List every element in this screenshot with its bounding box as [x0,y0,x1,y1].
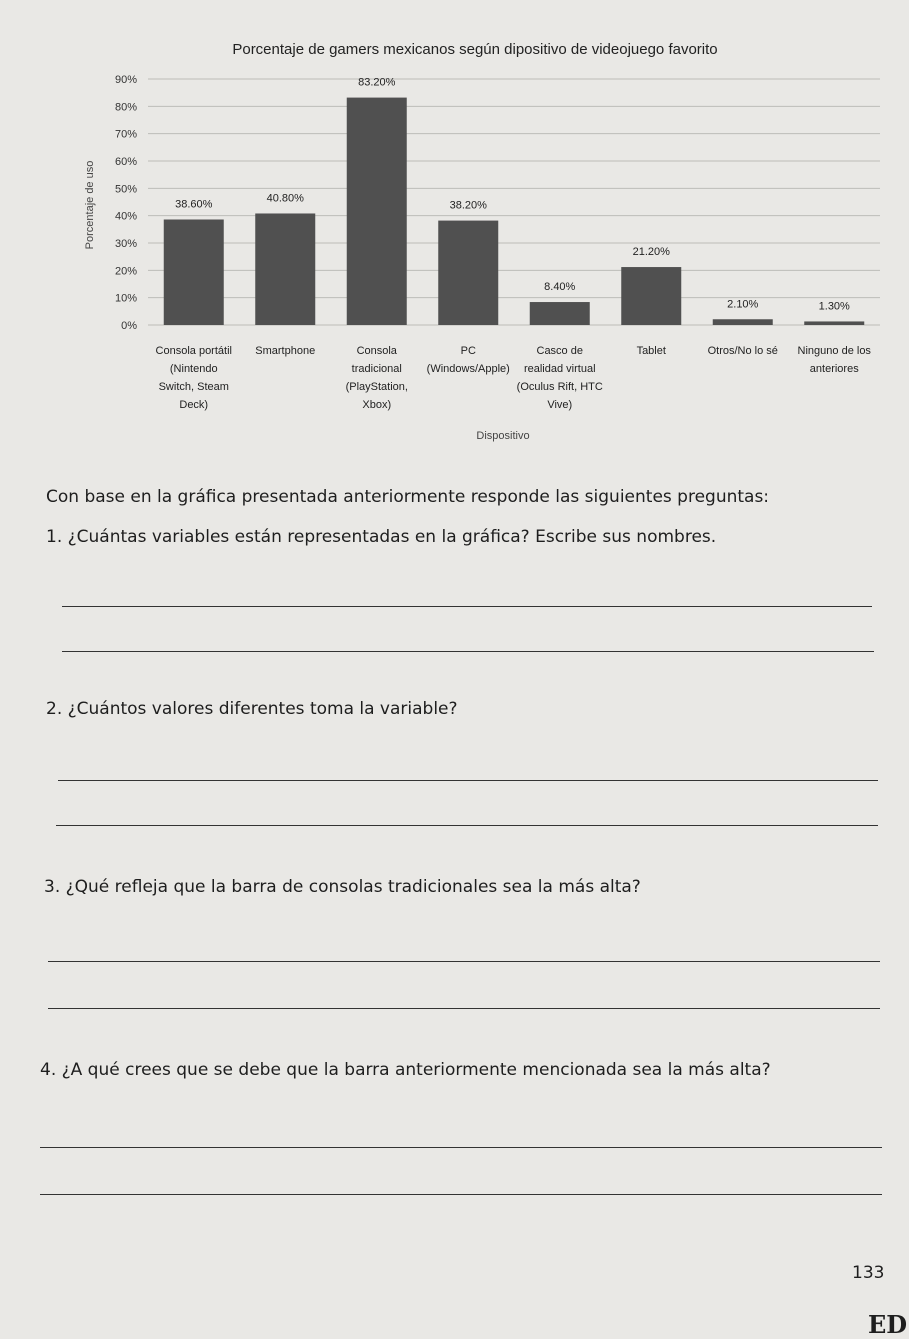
bar [164,219,224,325]
page-number: 133 [852,1263,885,1283]
instructions-text: Con base en la gráfica presentada anteriormente responde las siguientes preguntas: [46,487,770,507]
bar-chart [0,0,909,460]
question-3: 3. ¿Qué refleja que la barra de consolas tradicionales sea la más alta? [44,877,641,897]
category-label: (PlayStation, [345,381,408,393]
question-2: 2. ¿Cuántos valores diferentes toma la variable? [46,699,458,719]
y-tick-label: 80% [114,101,137,114]
y-tick-label: 30% [114,238,137,250]
category-label: (Windows/Apple) [426,363,510,375]
y-tick-label: 70% [114,128,137,141]
answer-line [40,1147,882,1148]
y-tick-label: 20% [114,265,137,278]
answer-line [62,606,872,607]
category-label: anteriores [809,363,859,375]
category-label: Tablet [636,345,666,357]
category-label: Consola [356,345,397,357]
category-label: Otros/No lo sé [707,345,778,357]
data-label: 8.40% [544,281,576,294]
y-axis-label: Porcentaje de uso [84,160,96,250]
category-label: tradicional [351,363,402,375]
question-1: 1. ¿Cuántas variables están representadas en la gráfica? Escribe sus nombres. [46,527,717,547]
chart-title: Porcentaje de gamers mexicanos según dipositivo de videojuego favorito [232,41,718,58]
category-label: Deck) [179,399,209,411]
y-tick-label: 50% [114,183,137,196]
bar [530,302,590,325]
category-label: PC [460,345,476,357]
answer-line [48,961,880,962]
chart-bars [164,77,865,325]
y-tick-label: 90% [114,74,137,86]
answer-line [40,1194,882,1195]
y-tick-label: 0% [121,320,137,332]
category-label: (Oculus Rift, HTC [516,381,603,393]
category-label: Smartphone [255,345,316,357]
category-labels [156,345,872,411]
category-label: Xbox) [362,399,392,411]
y-tick-label: 40% [114,210,137,223]
y-tick-label: 10% [114,292,137,305]
x-axis-label: Dispositivo [476,430,530,442]
category-label: Vive) [547,399,573,411]
bar [804,321,864,325]
category-label: realidad virtual [523,363,596,375]
question-4: 4. ¿A qué crees que se debe que la barra anteriormente mencionada sea la más alta? [40,1060,771,1080]
data-label: 1.30% [818,300,850,313]
bar [347,98,407,325]
bar [438,221,498,325]
brand-mark: ED [868,1310,908,1339]
category-label: Ninguno de los [797,345,871,357]
data-label: 40.80% [266,192,304,205]
category-label: (Nintendo [169,363,218,375]
data-label: 38.60% [175,198,213,211]
answer-line [58,780,878,781]
y-tick-label: 60% [114,156,137,168]
category-label: Casco de [536,345,583,357]
answer-line [56,825,878,826]
bar [621,267,681,325]
answer-line [62,651,874,652]
data-label: 83.20% [358,76,396,89]
data-label: 21.20% [632,246,670,259]
category-label: Switch, Steam [158,381,229,393]
data-label: 2.10% [727,298,759,311]
y-axis-ticks [115,74,137,332]
bar [255,213,315,325]
answer-line [48,1008,880,1009]
bar [713,319,773,325]
category-label: Consola portátil [155,345,232,357]
data-label: 38.20% [449,199,487,212]
